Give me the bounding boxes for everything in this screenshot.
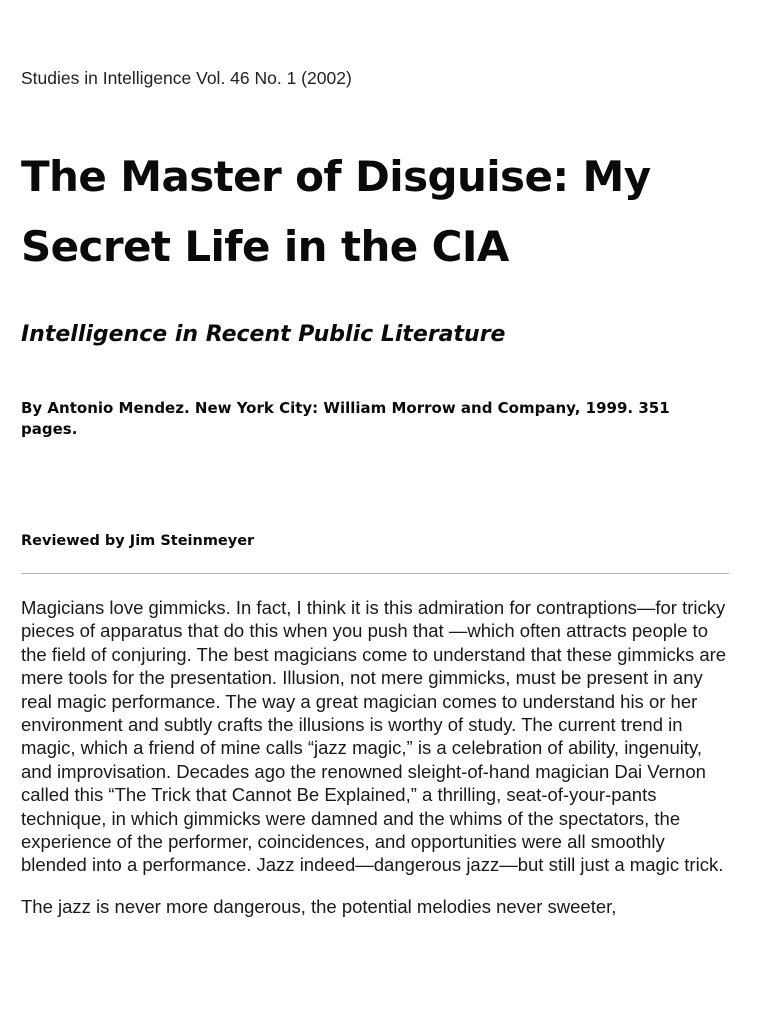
body-paragraph: Magicians love gimmicks. In fact, I think it is this admiration for contraptions—for tricky pieces of apparatus that do this when you push that —which often attracts people to the field of conjuring. The best magicians come to understand that these gimmicks are mere tools for the presentation. Illusion, not mere gimmicks, must be present in any real magic performance. The way a great magician comes to understand his or her environment and subtly crafts the illusions is worthy of study. The current trend in magic, which a friend of mine calls “jazz magic,” is a celebration of ability, ingenuity, and improvisation. Decades ago the renowned sleight-of-hand magician Dai Vernon called this “The Trick that Cannot Be Explained,” a thrilling, seat-of-your-pants technique, in which gimmicks were damned and the whims of the spectators, the experience of the performer, coincidences, and opportunities were all smoothly blended into a performance. Jazz indeed—dangerous jazz—but still just a magic trick. xyxy=(21,597,727,876)
article-subtitle: Intelligence in Recent Public Literature xyxy=(21,322,506,347)
book-citation: By Antonio Mendez. New York City: William Morrow and Company, 1999. 351 pages. xyxy=(21,399,670,438)
reviewer-byline: Reviewed by Jim Steinmeyer xyxy=(21,533,255,549)
body-paragraph: The jazz is never more dangerous, the potential melodies never sweeter, xyxy=(21,895,617,917)
publication-series: Studies in Intelligence Vol. 46 No. 1 (2002) xyxy=(21,68,352,88)
article-title: The Master of Disguise: My Secret Life in the CIA xyxy=(21,152,651,271)
section-divider xyxy=(21,573,729,574)
article-body xyxy=(21,596,733,936)
